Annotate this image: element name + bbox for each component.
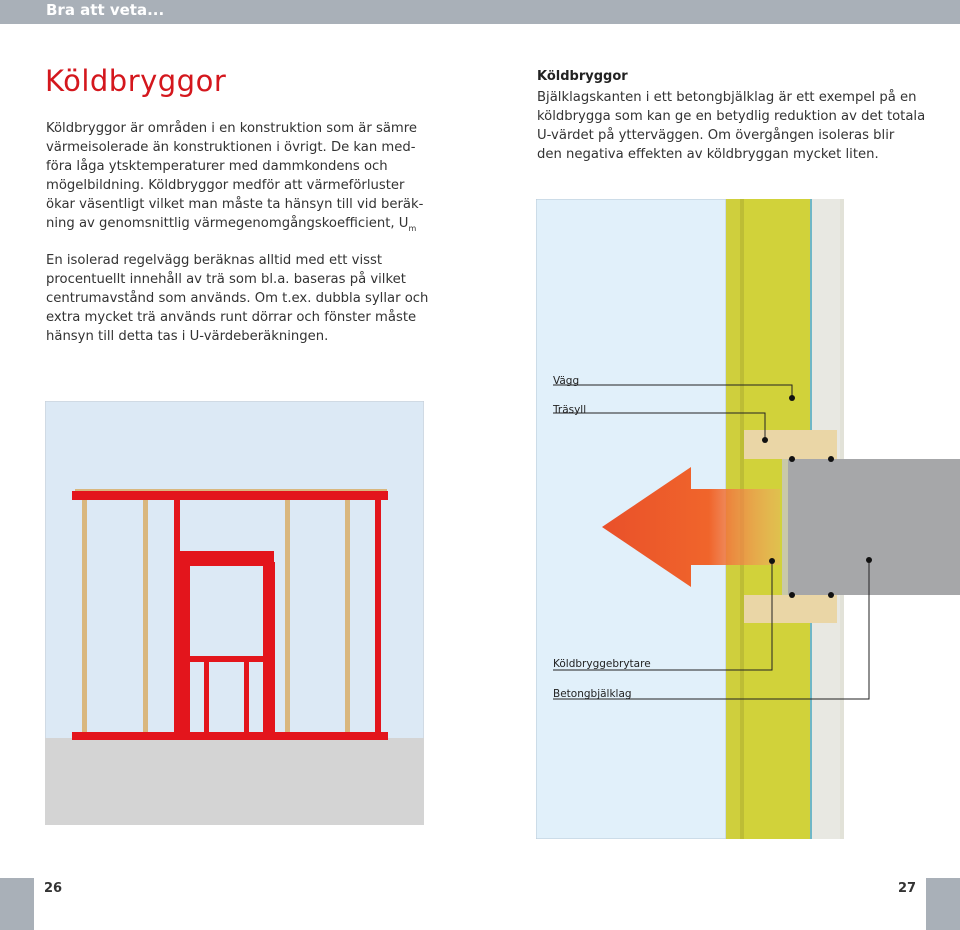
thermal-bridge-diagram: [536, 199, 960, 839]
intro-line: ökar väsentligt vilket man måste ta hänsyn till vid beräk-: [46, 197, 424, 212]
lower-sill: [744, 595, 837, 623]
bottom-sill: [72, 732, 388, 740]
label-sill: Träsyll: [553, 404, 587, 416]
wall-line: hänsyn till detta tas i U-värdeberäkningen.: [46, 329, 329, 344]
trimmer-stud: [269, 562, 275, 732]
dot-marker: [828, 456, 834, 462]
window-frame-top: [184, 562, 269, 566]
dot-marker: [769, 558, 775, 564]
right-line: Bjälklagskanten i ett betongbjälklag är ett exempel på en: [537, 90, 917, 105]
page-number-right: 27: [898, 881, 917, 896]
wood-stud: [82, 499, 87, 738]
page-title: Köldbryggor: [45, 64, 227, 98]
wall-line: En isolerad regelvägg beräknas alltid med ett visst: [46, 253, 383, 268]
label-wall: Vägg: [553, 375, 580, 387]
ground: [45, 738, 424, 825]
cripple-stud: [244, 662, 249, 732]
right-line: köldbrygga som kan ge en betydlig reduktion av det totala: [537, 109, 926, 124]
intro-line: Köldbryggor är områden i en konstruktion som är sämre: [46, 121, 418, 136]
dot-marker: [828, 592, 834, 598]
jack-stud: [263, 562, 269, 732]
stud-wall-illustration: [45, 401, 424, 825]
dot-marker: [789, 592, 795, 598]
page-number-left: 26: [44, 881, 63, 896]
dot-marker: [789, 395, 795, 401]
intro-paragraph: [46, 119, 436, 238]
window-sill: [184, 656, 269, 662]
concrete-slab: [788, 459, 960, 595]
wood-stud: [143, 499, 148, 738]
label-concrete-slab: Betongbjälklag: [553, 688, 632, 700]
intro-line-last: [46, 214, 436, 238]
wall-line: procentuellt innehåll av trä som bl.a. baseras på vilket: [46, 272, 406, 287]
end-stud: [375, 500, 381, 732]
wall-line: extra mycket trä används runt dörrar och fönster måste: [46, 310, 417, 325]
dot-marker: [762, 437, 768, 443]
cripple-stud: [204, 662, 209, 732]
right-line: den negativa effekten av köldbryggan mycket liten.: [537, 147, 879, 162]
page-tab-left: [0, 878, 34, 930]
thermal-break-strip: [782, 459, 788, 595]
dot-marker: [789, 456, 795, 462]
intro-line: ning av genomsnittlig värmegenomgångskoefficient, U: [46, 216, 409, 231]
wood-stud: [285, 499, 290, 738]
jack-stud: [184, 562, 190, 732]
intro-line: mögelbildning. Köldbryggor medför att värmeförluster: [46, 178, 405, 193]
label-thermal-breaker: Köldbryggebrytare: [553, 658, 651, 670]
dot-marker: [866, 557, 872, 563]
top-plate: [72, 491, 388, 500]
right-line: U-värdet på ytterväggen. Om övergången isoleras blir: [537, 128, 895, 143]
wood-stud: [345, 499, 350, 738]
section-header-bar: [0, 0, 960, 24]
u-subscript: m: [408, 224, 417, 233]
wall-paragraph: [46, 251, 436, 346]
window-header: [178, 551, 274, 562]
trimmer-stud: [178, 562, 184, 732]
section-label: Bra att veta...: [46, 1, 165, 19]
page-tab-right: [926, 878, 960, 930]
upper-sill: [744, 430, 837, 459]
right-heading: Köldbryggor: [537, 69, 628, 84]
intro-line: föra låga ytsktemperaturer med dammkondens och: [46, 159, 388, 174]
right-paragraph: [537, 88, 937, 164]
intro-line: värmeisolerade än konstruktionen i övrigt. De kan med-: [46, 140, 416, 155]
wall-line: centrumavstånd som används. Om t.ex. dubbla syllar och: [46, 291, 429, 306]
